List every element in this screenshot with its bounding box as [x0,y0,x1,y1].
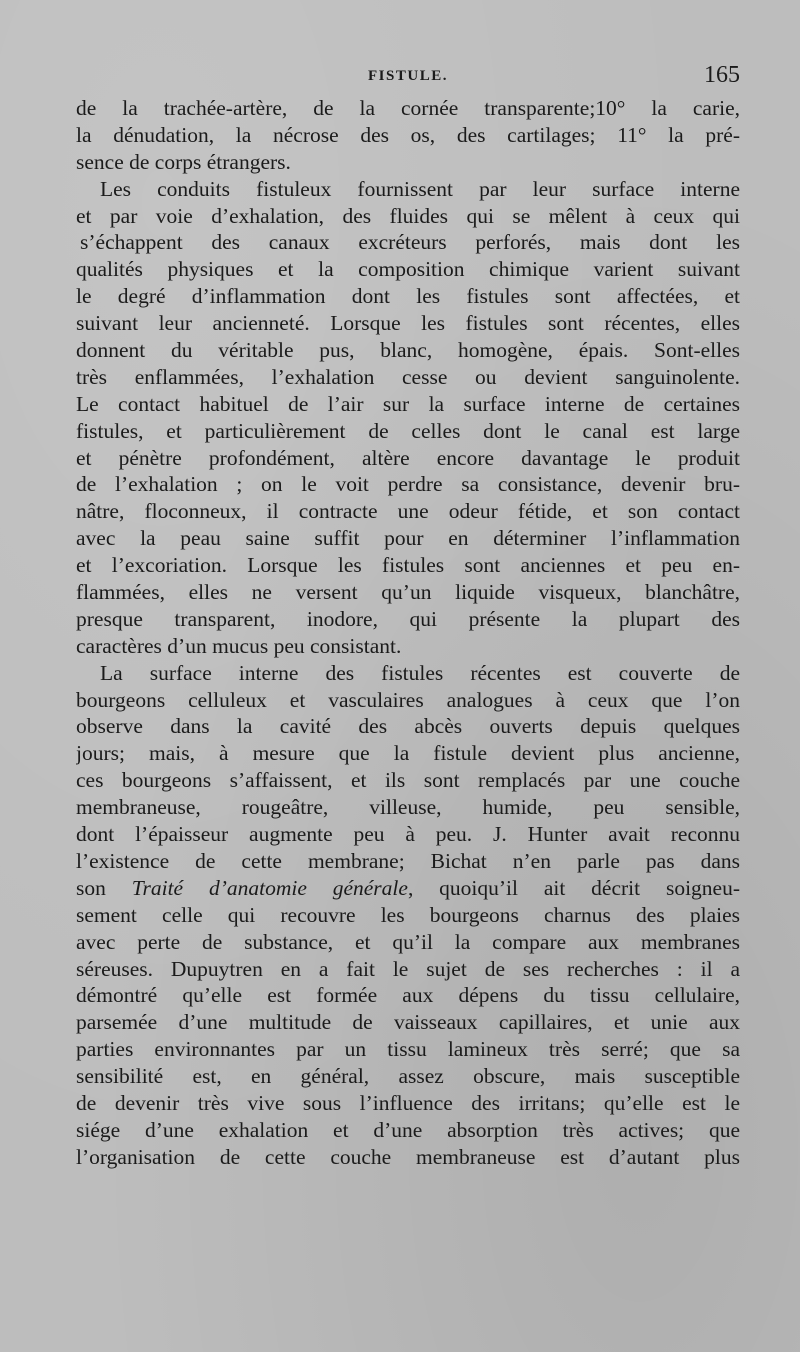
text-line: bourgeons celluleux et vasculaires analogues à ceux que l’on [76,687,740,712]
text-line: sement celle qui recouvre les bourgeons charnus des plaies [76,902,740,927]
paragraph-first-line: Les conduits fistuleux fournissent par leur surface interne [100,176,740,201]
text-line: de devenir très vive sous l’influence des irritans; qu’elle est le [76,1090,740,1115]
running-head [76,62,740,92]
text-line: de l’exhalation ; on le voit perdre sa consistance, devenir bru- [76,472,740,497]
running-title: FISTULE. [368,68,448,84]
text-line: nâtre, floconneux, il contracte une odeur fétide, et son contact [76,499,740,524]
text-line: qualités physiques et la composition chimique varient suivant [76,257,740,282]
text-line: séreuses. Dupuytren en a fait le sujet de ses recherches : il a [76,956,740,981]
text-line: parsemée d’une multitude de vaisseaux capillaires, et unie aux [76,1010,740,1035]
text-line-with-title [76,875,740,902]
text-line: sensibilité est, en général, assez obscure, mais susceptible [76,1064,740,1089]
text-line: Le contact habituel de l’air sur la surface interne de certaines [76,391,740,416]
text-line: suivant leur ancienneté. Lorsque les fistules sont récentes, elles [76,311,740,336]
text-line: ces bourgeons s’affaissent, et ils sont remplacés par une couche [76,768,740,793]
text-line: l’existence de cette membrane; Bichat n’en parle pas dans [76,848,740,873]
text-line: presque transparent, inodore, qui présente la plupart des [76,606,740,631]
text-line: caractères d’un mucus peu consistant. [76,633,402,658]
text-line: la dénudation, la nécrose des os, des cartilages; 11° la pré- [76,122,740,147]
text-line: donnent du véritable pus, blanc, homogène, épais. Sont-elles [76,338,740,363]
text-fragment: , quoiqu’il ait décrit soigneu- [407,875,740,900]
text-line: parties environnantes par un tissu lamineux très serré; que sa [76,1037,740,1062]
text-line: jours; mais, à mesure que la fistule devient plus ancienne, [76,741,740,766]
page-number: 165 [704,62,740,88]
text-line: flammées, elles ne versent qu’un liquide visqueux, blanchâtre, [76,580,740,605]
paragraph-first-line: La surface interne des fistules récentes est couverte de [100,660,740,685]
text-line: et pénètre profondément, altère encore davantage le produit [76,445,740,470]
text-line: et par voie d’exhalation, des fluides qui se mêlent à ceux qui [76,203,740,228]
text-line: et l’excoriation. Lorsque les fistules sont anciennes et peu en- [76,553,740,578]
text-line: très enflammées, l’exhalation cesse ou devient sanguinolente. [76,364,740,389]
text-fragment: son [76,875,106,900]
text-line: l’organisation de cette couche membraneuse est d’autant plus [76,1144,740,1169]
text-line: de la trachée-artère, de la cornée transparente;10° la carie, [76,96,740,120]
book-title: Traité d’anatomie générale [131,875,408,900]
text-line: avec la peau saine suffit pour en déterminer l’inflammation [76,526,740,551]
text-line: le degré d’inflammation dont les fistules sont affectées, et [76,284,740,309]
body-text [76,95,740,1171]
text-line: dont l’épaisseur augmente peu à peu. J. Hunter avait reconnu [76,822,740,847]
text-line: sence de corps étrangers. [76,149,291,174]
text-line: observe dans la cavité des abcès ouverts depuis quelques [76,714,740,739]
text-line: s’échappent des canaux excréteurs perforés, mais dont les [80,230,740,255]
text-line: fistules, et particulièrement de celles dont le canal est large [76,418,740,443]
text-line: avec perte de substance, et qu’il la compare aux membranes [76,929,740,954]
text-line: membraneuse, rougeâtre, villeuse, humide, peu sensible, [76,795,740,820]
text-line: démontré qu’elle est formée aux dépens du tissu cellulaire, [76,983,740,1008]
text-line: siége d’une exhalation et d’une absorption très actives; que [76,1117,740,1142]
